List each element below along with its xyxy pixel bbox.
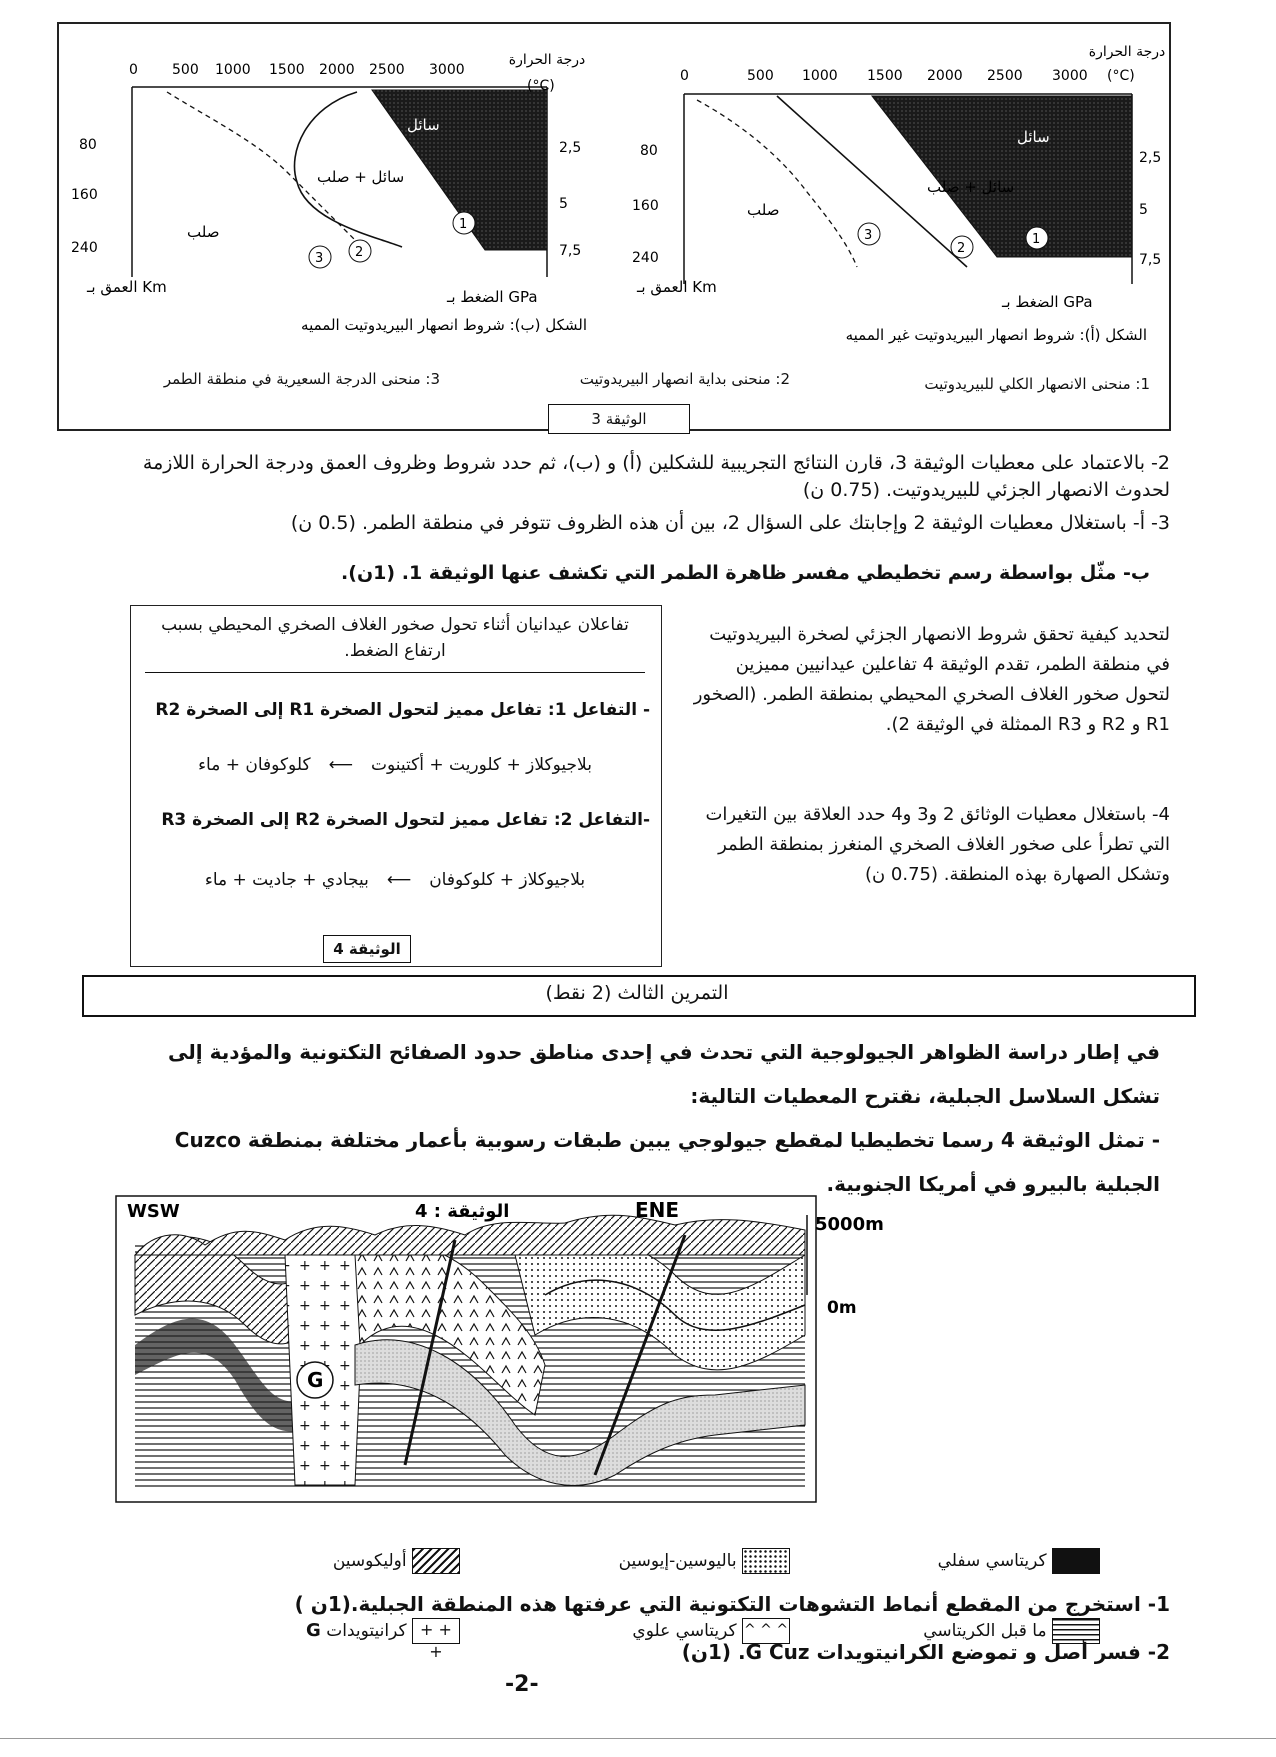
legend-curve-3: 3: منحنى الدرجة السعيرية في منطقة الطمر (163, 370, 440, 388)
depth-tick-b-0: 80 (79, 137, 97, 153)
zone-mixed-b: سائل + صلب (317, 168, 405, 186)
depth-tick-a-2: 240 (632, 250, 659, 266)
pressure-tick-a-2: 7,5 (1139, 252, 1162, 268)
exercise-3-question-1: 1- استخرج من المقطع أنماط التشوهات التكتونية التي عرفتها هذه المنطقة الجبلية.(1ن ) (294, 1592, 1170, 1616)
curve-label-a-1: 1 (1032, 232, 1041, 247)
tick-b-5: 2500 (369, 62, 405, 78)
question-2: 2- بالاعتماد على معطيات الوثيقة 3، قارن النتائج التجريبية للشكلين (أ) و (ب)، ثم حدد شروط وظروف العمق ودرجة الحرارة اللازمة لحدوث الانصهار الجزئي للبيريدوتيت. (0.75 ن) (142, 452, 1170, 501)
legend-paleocene-label: باليوسين-إيوسين (618, 1551, 737, 1571)
legend-curve-2: 2: منحنى بداية انصهار البيريدوتيت (579, 370, 790, 388)
question-3a: 3- أ- باستغلال معطيات الوثيقة 2 وإجابتك على السؤال 2، بين أن هذه الظروف تتوفر في منطقة الطمر. (0.5 ن) (290, 512, 1170, 534)
tick-b-0: 0 (129, 62, 138, 78)
depth-tick-a-0: 80 (640, 143, 658, 159)
figure-b (71, 52, 587, 334)
pressure-tick-b-2: 7,5 (559, 243, 582, 259)
tick-a-4: 2000 (927, 68, 963, 84)
granitoids-swatch: + + + (412, 1618, 460, 1644)
pressure-label-b: الضغط بـ GPa (447, 288, 538, 306)
exercise-3-header: التمرين الثالث (2 نقط) (545, 982, 729, 1004)
reaction-2-products: بيجادي + جاديت + ماء (204, 870, 369, 890)
page-bottom-rule (0, 1738, 1276, 1739)
granite-mark: G (307, 1368, 324, 1392)
tick-a-5: 2500 (987, 68, 1023, 84)
tick-a-1: 500 (747, 68, 774, 84)
curve-label-a-3: 3 (864, 228, 873, 243)
arrow-icon: ⟵ (386, 870, 412, 890)
caption-a: الشكل (أ): شروط انصهار البيريدوتيت غير المميه (845, 326, 1147, 344)
legend-curve-1: 1: منحنى الانصهار الكلي للبيريدوتيت (924, 375, 1150, 393)
tick-a-3: 1500 (867, 68, 903, 84)
legend-paleocene (470, 1548, 790, 1574)
curve-label-b-3: 3 (315, 251, 324, 266)
liquid-zone-a (872, 96, 1132, 257)
curve-3-b (167, 92, 357, 242)
reaction-2-title: -التفاعل 2: تفاعل مميز لتحول الصخرة R2 إلى الصخرة R3 (161, 810, 650, 830)
reactions-title: تفاعلان عيدانيان أثناء تحول صخور الغلاف الصخري المحيطي بسبب ارتفاع الضغط. (161, 615, 629, 661)
zone-solid-b: صلب (187, 223, 220, 241)
tick-a-0: 0 (680, 68, 689, 84)
arrow-icon: ⟵ (328, 755, 353, 775)
altitude-zero: 0m (827, 1298, 857, 1318)
reaction-1-equation (145, 755, 645, 775)
document-4-label: الوثيقة 4 (323, 935, 411, 963)
direction-east: ENE (635, 1198, 680, 1222)
upper-cretaceous-swatch: ^ ^ ^ (742, 1618, 790, 1644)
legend-oligocene (140, 1548, 460, 1574)
tick-b-2: 1000 (215, 62, 251, 78)
exercise-3-intro: في إطار دراسة الظواهر الجيولوجية التي تحدث في إحدى مناطق حدود الصفائح التكتونية والمؤدية إلى تشكل السلاسل الجبلية، نقترح المعطيات التالية: (168, 1040, 1160, 1108)
tick-a-2: 1000 (802, 68, 838, 84)
tick-b-1: 500 (172, 62, 199, 78)
legend-pre-cretaceous-label: ما قبل الكريتاسي (923, 1621, 1047, 1641)
curve-3-a (697, 100, 857, 267)
zone-mixed-a: سائل + صلب (927, 178, 1015, 196)
curve-label-a-2: 2 (957, 241, 966, 256)
direction-west: WSW (127, 1201, 180, 1222)
page-number: -2- (505, 1672, 539, 1697)
reaction-1-reactants: بلاجيوكلاز + كلوريت + أكتينوت (370, 755, 592, 775)
reaction-2-reactants: بلاجيوكلاز + كلوكوفان (429, 870, 586, 890)
temp-title-b: درجة الحرارة (508, 52, 586, 68)
tick-b-6: 3000 (429, 62, 465, 78)
zone-solid-a: صلب (747, 201, 780, 219)
section-title: الوثيقة : 4 (415, 1201, 510, 1222)
depth-tick-a-1: 160 (632, 198, 659, 214)
curve-label-b-1: 1 (459, 217, 468, 232)
legend-lower-cretaceous (800, 1548, 1100, 1574)
document-3-figures (57, 22, 1167, 427)
temp-title-a: درجة الحرارة (1088, 44, 1166, 60)
tick-a-6: 3000 (1052, 68, 1088, 84)
zone-liquid-a: سائل (1017, 128, 1050, 146)
depth-label-a: العمق بـ Km (637, 278, 717, 296)
paleocene-swatch (742, 1548, 790, 1574)
pressure-tick-a-1: 5 (1139, 202, 1148, 218)
zone-liquid-b: سائل (407, 116, 440, 134)
section-legend (120, 1548, 1180, 1688)
pressure-label-a: الضغط بـ GPa (1002, 293, 1093, 311)
pressure-tick-b-0: 2,5 (559, 140, 582, 156)
tick-b-3: 1500 (269, 62, 305, 78)
lower-cretaceous-swatch (1052, 1548, 1100, 1574)
legend-granitoids-mark: G (306, 1620, 321, 1641)
reactions-divider (145, 672, 645, 673)
intro-doc-4: لتحديد كيفية تحقق شروط الانصهار الجزئي لصخرة البيريدوتيت في منطقة الطمر، تقدم الوثيقة 4 تفاعلين عيدانيين مميزين لتحول صخور الغلاف الصخري المحيطي بمنطقة الطمر. (الصخور R1 و R2 و R3 الممثلة في الوثيقة 2). (693, 624, 1170, 735)
curve-label-b-2: 2 (355, 245, 364, 260)
altitude-top: 5000m (815, 1214, 884, 1235)
temp-unit-b: (°C) (527, 78, 555, 94)
reaction-2-equation (145, 870, 645, 890)
figure-a (632, 44, 1165, 344)
question-4: 4- باستغلال معطيات الوثائق 2 و3 و4 حدد العلاقة بين التغيرات التي تطرأ على صخور الغلاف الصخري المنغرز بمنطقة الطمر وتشكل الصهارة بهذه المنطقة. (0.75 ن) (705, 804, 1170, 885)
temp-unit-a: (°C) (1107, 68, 1135, 84)
tick-b-4: 2000 (319, 62, 355, 78)
question-3b: ب- مثّل بواسطة رسم تخطيطي مفسر ظاهرة الطمر التي تكشف عنها الوثيقة 1. (1ن). (341, 562, 1150, 584)
document-3-label: الوثيقة 3 (548, 404, 690, 434)
exercise-3-doc-description: - تمثل الوثيقة 4 رسما تخطيطيا لمقطع جيولوجي يبين طبقات رسوبية بأعمار مختلفة بمنطقة Cuzco الجبلية بالبيرو في أمريكا الجنوبية. (174, 1128, 1160, 1196)
legend-lower-cretaceous-label: كريتاسي سفلي (937, 1551, 1047, 1571)
legend-granitoids-label: كرانيتويدات (326, 1621, 407, 1641)
oligocene-swatch (412, 1548, 460, 1574)
depth-tick-b-1: 160 (71, 187, 98, 203)
legend-oligocene-label: أوليكوسين (332, 1551, 407, 1571)
reaction-1-title: - التفاعل 1: تفاعل مميز لتحول الصخرة R1 إلى الصخرة R2 (155, 700, 650, 720)
geological-cross-section (115, 1195, 885, 1505)
legend-upper-cretaceous-label: كريتاسي علوي (632, 1621, 737, 1641)
pressure-tick-b-1: 5 (559, 196, 568, 212)
depth-label-b: العمق بـ Km (87, 278, 167, 296)
caption-b: الشكل (ب): شروط انصهار البيريدوتيت المميه (301, 316, 587, 334)
pressure-tick-a-0: 2,5 (1139, 150, 1162, 166)
exercise-3-question-2: 2- فسر أصل و تموضع الكرانيتويدات G Cuz. (1ن) (681, 1640, 1170, 1664)
depth-tick-b-2: 240 (71, 240, 98, 256)
reaction-1-products: كلوكوفان + ماء (198, 755, 311, 775)
